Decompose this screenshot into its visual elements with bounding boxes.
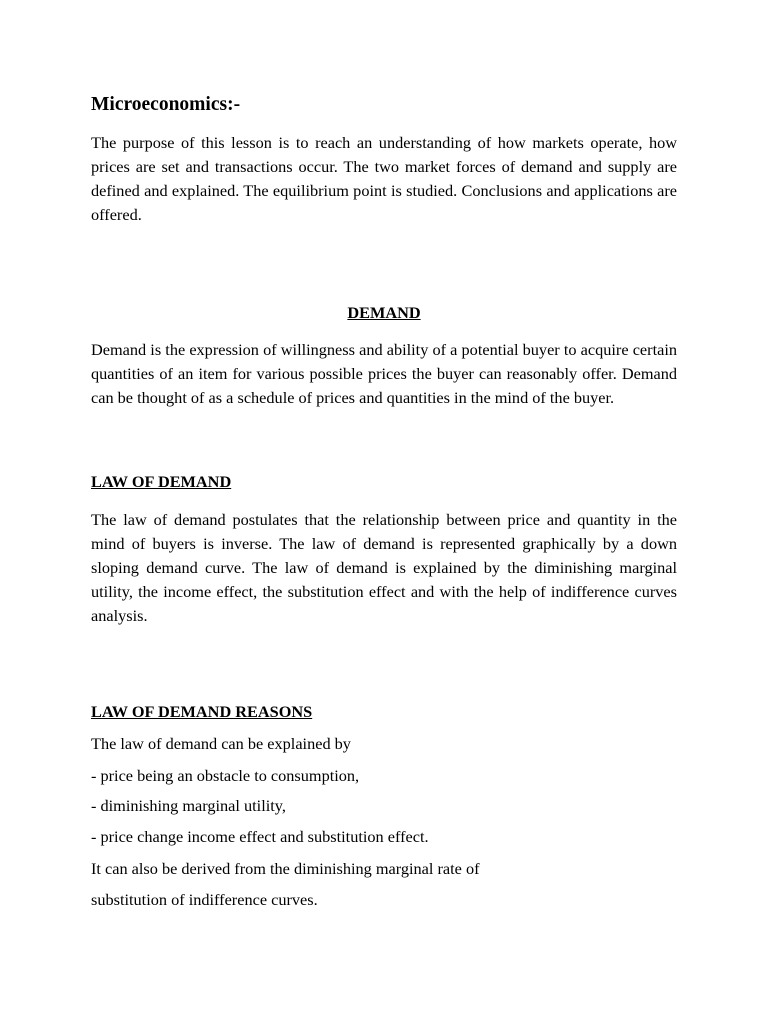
law-of-demand-paragraph: The law of demand postulates that the relationship between price and quantity in the mind of buyers is inverse. The law of demand is represented graphically by a down sloping demand curve. The law of demand is explained by the diminishing marginal utility, the income effect, the substitution effect and with the help of indifference curves analysis. <box>91 510 677 625</box>
reasons-list-item: - price change income effect and substitution effect. <box>91 827 429 846</box>
reasons-list-item: - diminishing marginal utility, <box>91 796 286 815</box>
demand-paragraph: Demand is the expression of willingness and ability of a potential buyer to acquire certain quantities of an item for various possible prices the buyer can reasonably offer. Demand can be thought of as a schedule of prices and quantities in the mind of the buyer. <box>91 340 677 407</box>
reasons-intro: The law of demand can be explained by <box>91 734 351 753</box>
intro-paragraph: The purpose of this lesson is to reach an understanding of how markets operate, how prices are set and transactions occur. The two market forces of demand and supply are defined and explained. The equilibrium point is studied. Conclusions and applications are offered. <box>91 133 677 224</box>
law-of-demand-heading: LAW OF DEMAND <box>91 472 232 491</box>
document-title: Microeconomics:- <box>91 94 241 115</box>
reasons-list-item: - price being an obstacle to consumption, <box>91 766 360 785</box>
law-of-demand-reasons-heading: LAW OF DEMAND REASONS <box>91 702 313 721</box>
reasons-conclusion-line: substitution of indifference curves. <box>91 890 318 909</box>
demand-heading: DEMAND <box>347 303 421 322</box>
reasons-conclusion-line: It can also be derived from the diminishing marginal rate of <box>91 859 480 878</box>
